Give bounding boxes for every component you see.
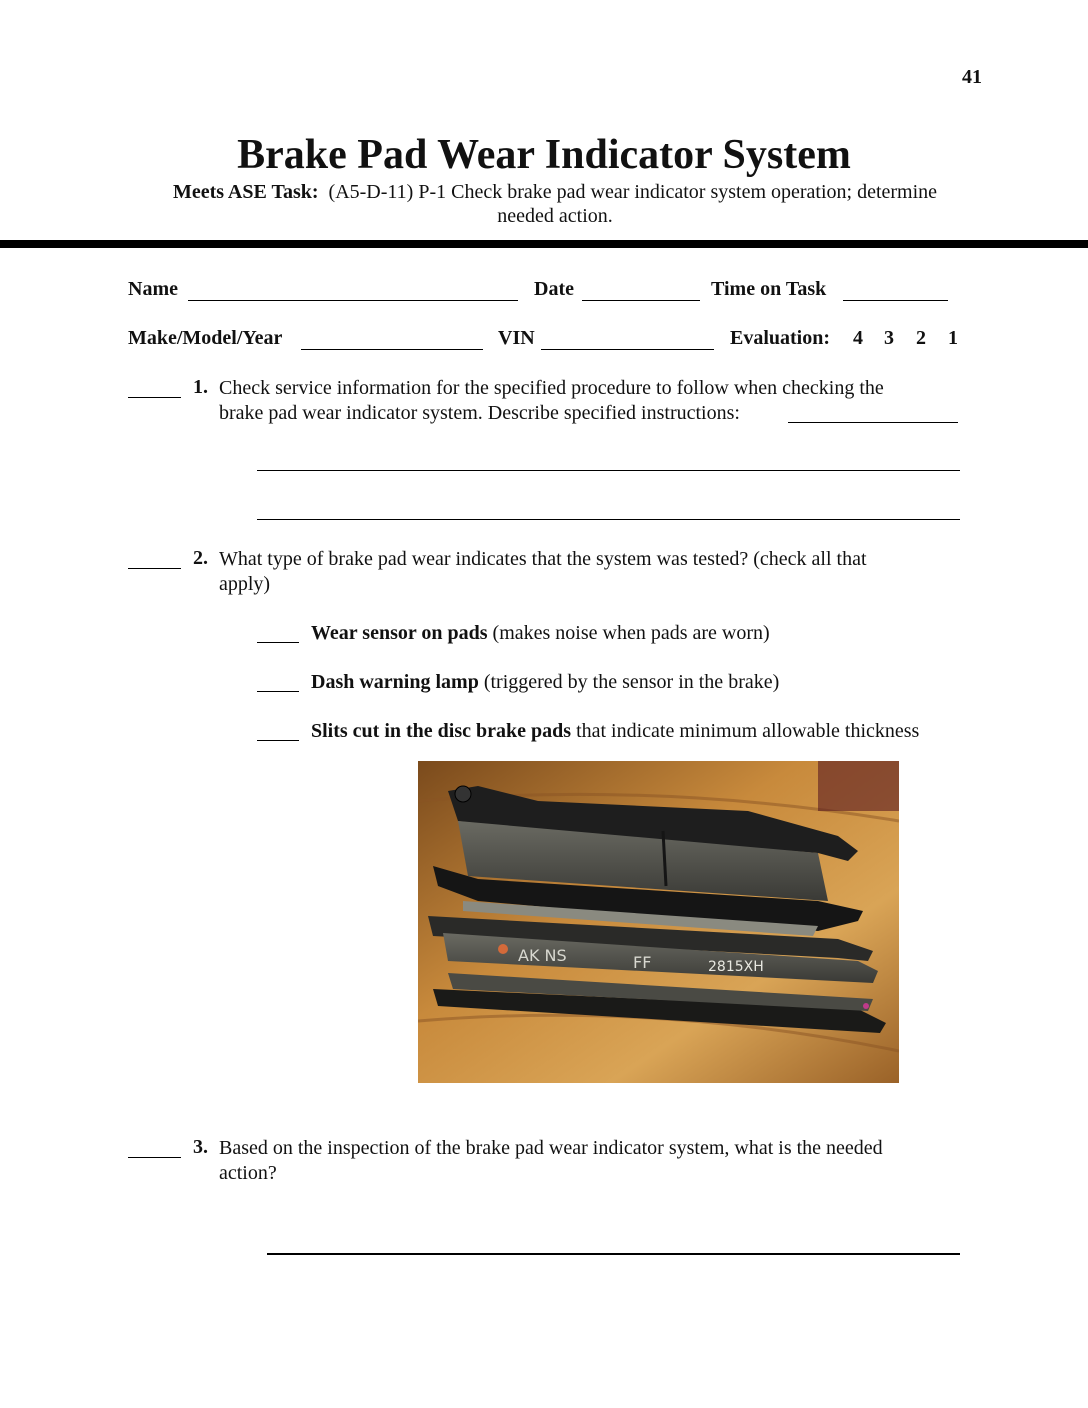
option-wear-sensor — [311, 621, 770, 646]
option-wear-sensor-bold: Wear sensor on pads — [311, 622, 488, 644]
q2-check-blank[interactable] — [128, 568, 181, 569]
make-model-year-label: Make/Model/Year — [128, 327, 283, 349]
q1-text-line1: Check service information for the specified procedure to follow when checking the — [219, 377, 884, 399]
q3-check-blank[interactable] — [128, 1157, 181, 1158]
q2-text-line2: apply) — [219, 573, 271, 595]
q3-number: 3. — [193, 1136, 208, 1158]
ase-task-line1: (A5-D-11) P-1 Check brake pad wear indicator system operation; determine — [328, 181, 938, 203]
header-divider — [0, 240, 1088, 248]
score-3[interactable]: 3 — [884, 327, 894, 349]
score-1[interactable]: 1 — [948, 327, 958, 349]
time-on-task-field[interactable] — [843, 300, 948, 301]
ase-task-subtitle — [120, 180, 990, 228]
option-slits-blank[interactable] — [257, 740, 299, 741]
q3-text-line2: action? — [219, 1162, 277, 1184]
q1-text-line2: brake pad wear indicator system. Describe specified instructions: — [219, 402, 740, 424]
option-slits-bold: Slits cut in the disc brake pads — [311, 720, 572, 742]
pad-print-1: AK NS — [518, 946, 567, 965]
page-number: 41 — [962, 66, 982, 88]
q1-answer-line-1[interactable] — [257, 470, 960, 471]
make-model-year-field[interactable] — [301, 349, 483, 350]
vin-label: VIN — [498, 327, 535, 349]
q1-number: 1. — [193, 376, 208, 398]
evaluation-label: Evaluation: — [730, 327, 831, 349]
name-field[interactable] — [188, 300, 518, 301]
ase-task-label: Meets ASE Task: — [172, 181, 319, 203]
q1-check-blank[interactable] — [128, 397, 181, 398]
name-label: Name — [128, 278, 178, 300]
pad-print-3: 2815XH — [708, 959, 764, 975]
q2-text-line1: What type of brake pad wear indicates that the system was tested? (check all that — [219, 548, 867, 570]
brake-pads-photo — [418, 761, 899, 1083]
option-dash-lamp-rest: (triggered by the sensor in the brake) — [478, 671, 780, 693]
score-2[interactable]: 2 — [916, 327, 926, 349]
score-4[interactable]: 4 — [853, 327, 863, 349]
option-dash-lamp-bold: Dash warning lamp — [311, 671, 479, 693]
q3-text-line1: Based on the inspection of the brake pad wear indicator system, what is the needed — [219, 1137, 883, 1159]
option-wear-sensor-rest: (makes noise when pads are worn) — [487, 622, 770, 644]
option-slits-rest: that indicate minimum allowable thickness — [571, 720, 920, 742]
q2-number: 2. — [193, 547, 208, 569]
ase-task-line2: needed action. — [497, 205, 613, 227]
option-dash-lamp-blank[interactable] — [257, 691, 299, 692]
date-field[interactable] — [582, 300, 700, 301]
time-on-task-label: Time on Task — [711, 278, 827, 300]
option-dash-lamp — [311, 670, 779, 695]
pad-print-2: FF — [633, 953, 652, 972]
q3-answer-line[interactable] — [267, 1253, 960, 1255]
option-wear-sensor-blank[interactable] — [257, 642, 299, 643]
q1-answer-inline[interactable] — [788, 422, 958, 423]
page-title: Brake Pad Wear Indicator System — [237, 132, 851, 178]
option-slits — [311, 719, 919, 744]
date-label: Date — [534, 278, 574, 300]
vin-field[interactable] — [541, 349, 714, 350]
q1-answer-line-2[interactable] — [257, 519, 960, 520]
